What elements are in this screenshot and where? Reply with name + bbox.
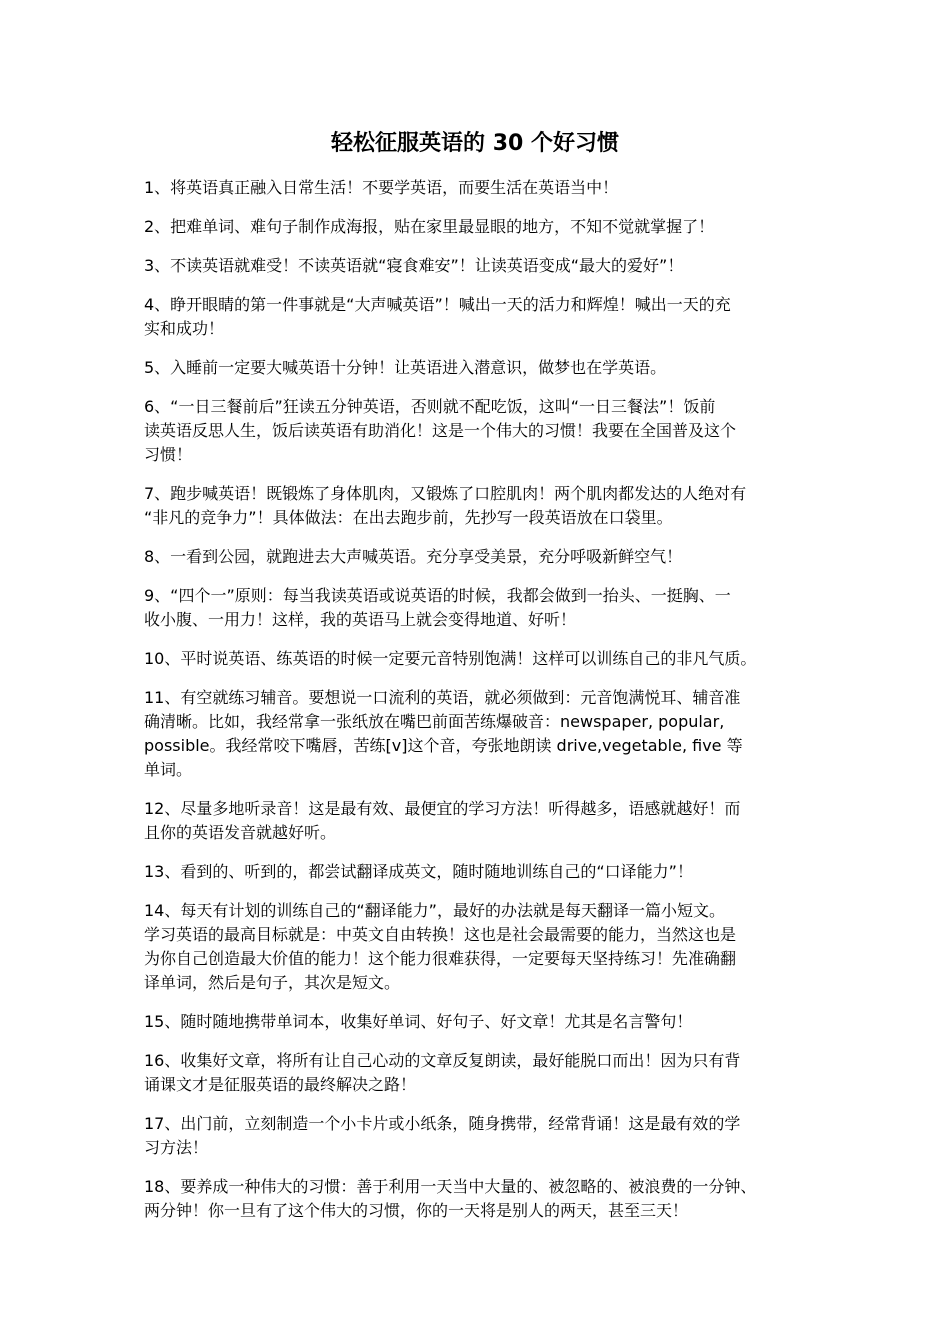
- habit-paragraph: [144, 797, 810, 845]
- habit-paragraph: [144, 545, 810, 569]
- habit-paragraph: [144, 215, 810, 239]
- habit-paragraph: [144, 356, 810, 380]
- paragraph-line: 确清晰。比如，我经常拿一张纸放在嘴巴前面苦练爆破音：newspaper, popular,: [144, 712, 725, 731]
- paragraph-line: 12、尽量多地听录音！这是最有效、最便宜的学习方法！听得越多，语感就越好！而: [144, 799, 741, 818]
- paragraph-line: 读英语反思人生，饭后读英语有助消化！这是一个伟大的习惯！我要在全国普及这个: [144, 421, 737, 440]
- paragraph-line: 单词。: [144, 760, 193, 779]
- habit-paragraph: [144, 254, 810, 278]
- habit-paragraph: [144, 176, 810, 200]
- paragraph-line: 学习英语的最高目标就是：中英文自由转换！这也是社会最需要的能力，当然这也是: [144, 925, 737, 944]
- paragraph-line: 5、入睡前一定要大喊英语十分钟！让英语进入潜意识，做梦也在学英语。: [144, 358, 667, 377]
- habit-paragraph: [144, 899, 810, 995]
- paragraph-line: 诵课文才是征服英语的最终解决之路！: [144, 1075, 417, 1094]
- paragraph-line: 11、有空就练习辅音。要想说一口流利的英语，就必须做到：元音饱满悦耳、辅音准: [144, 688, 741, 707]
- paragraph-line: 收小腹、一用力！这样，我的英语马上就会变得地道、好听！: [144, 610, 577, 629]
- paragraph-line: 译单词，然后是句子，其次是短文。: [144, 973, 401, 992]
- habit-paragraph: [144, 1049, 810, 1097]
- page-title: 轻松征服英语的 30 个好习惯: [331, 131, 619, 156]
- habit-paragraph: [144, 293, 810, 341]
- habit-paragraph: [144, 395, 810, 467]
- habit-paragraph: [144, 584, 810, 632]
- paragraph-line: 习方法！: [144, 1138, 209, 1157]
- habit-paragraph: [144, 1112, 810, 1160]
- paragraph-line: 3、不读英语就难受！不读英语就“寝食难安”！让读英语变成“最大的爱好”！: [144, 256, 684, 275]
- habit-paragraph: [144, 860, 810, 884]
- paragraph-line: 13、看到的、听到的，都尝试翻译成英文，随时随地训练自己的“口译能力”！: [144, 862, 693, 881]
- document-body: [144, 176, 810, 1238]
- paragraph-line: “非凡的竞争力”！具体做法：在出去跑步前，先抄写一段英语放在口袋里。: [144, 508, 673, 527]
- paragraph-line: 两分钟！你一旦有了这个伟大的习惯，你的一天将是别人的两天，甚至三天！: [144, 1201, 689, 1220]
- paragraph-line: 16、收集好文章，将所有让自己心动的文章反复朗读，最好能脱口而出！因为只有背: [144, 1051, 741, 1070]
- habit-paragraph: [144, 1175, 810, 1223]
- paragraph-line: 实和成功！: [144, 319, 225, 338]
- paragraph-line: 2、把难单词、难句子制作成海报，贴在家里最显眼的地方，不知不觉就掌握了！: [144, 217, 715, 236]
- paragraph-line: 17、出门前，立刻制造一个小卡片或小纸条，随身携带，经常背诵！这是最有效的学: [144, 1114, 741, 1133]
- paragraph-line: 14、每天有计划的训练自己的“翻译能力”，最好的办法就是每天翻译一篇小短文。: [144, 901, 725, 920]
- habit-paragraph: [144, 482, 810, 530]
- paragraph-line: 6、“一日三餐前后”狂读五分钟英语，否则就不配吃饭，这叫“一日三餐法”！饭前: [144, 397, 716, 416]
- paragraph-line: 18、要养成一种伟大的习惯：善于利用一天当中大量的、被忽略的、被浪费的一分钟、: [144, 1177, 757, 1196]
- paragraph-line: 4、睁开眼睛的第一件事就是“大声喊英语”！喊出一天的活力和辉煌！喊出一天的充: [144, 295, 731, 314]
- paragraph-line: 10、平时说英语、练英语的时候一定要元音特别饱满！这样可以训练自己的非凡气质。: [144, 649, 757, 668]
- paragraph-line: 为你自己创造最大价值的能力！这个能力很难获得，一定要每天坚持练习！先准确翻: [144, 949, 737, 968]
- paragraph-line: 1、将英语真正融入日常生活！不要学英语，而要生活在英语当中！: [144, 178, 619, 197]
- habit-paragraph: [144, 647, 810, 671]
- paragraph-line: 习惯！: [144, 445, 193, 464]
- paragraph-line: 8、一看到公园，就跑进去大声喊英语。充分享受美景，充分呼吸新鲜空气！: [144, 547, 683, 566]
- paragraph-line: 15、随时随地携带单词本，收集好单词、好句子、好文章！尤其是名言警句！: [144, 1012, 693, 1031]
- habit-paragraph: [144, 1010, 810, 1034]
- paragraph-line: 7、跑步喊英语！既锻炼了身体肌肉，又锻炼了口腔肌肉！两个肌肉都发达的人绝对有: [144, 484, 747, 503]
- paragraph-line: possible。我经常咬下嘴唇，苦练[v]这个音，夸张地朗读 drive,vegetable, five 等: [144, 736, 743, 755]
- paragraph-line: 且你的英语发音就越好听。: [144, 823, 337, 842]
- habit-paragraph: [144, 686, 810, 782]
- paragraph-line: 9、“四个一”原则：每当我读英语或说英语的时候，我都会做到一抬头、一挺胸、一: [144, 586, 731, 605]
